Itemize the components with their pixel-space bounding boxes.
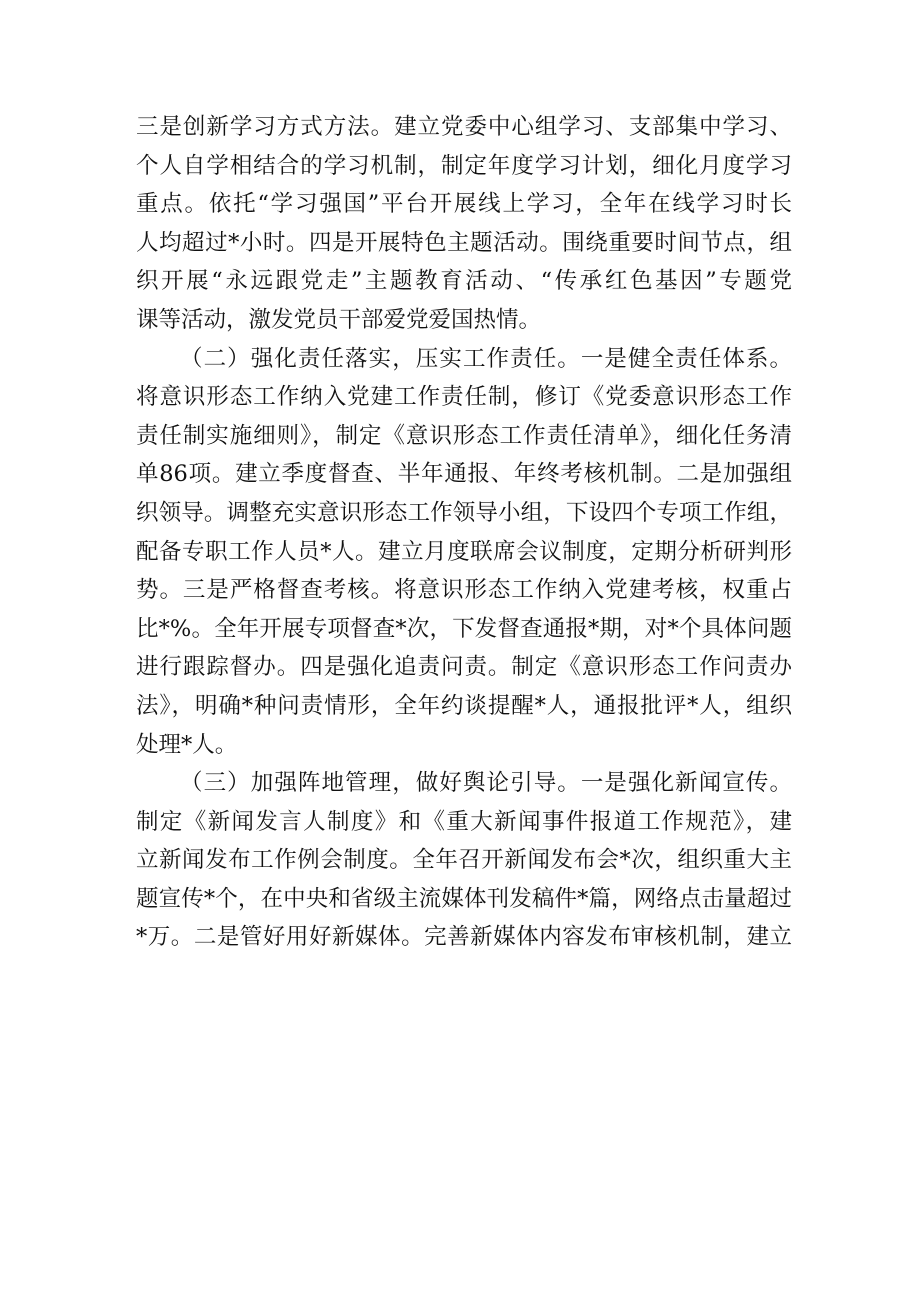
text-line: 将意识形态工作纳入党建工作责任制，修订《党委意识形态工作: [136, 384, 792, 411]
text-line: 题宣传*个，在中央和省级主流媒体刊发稿件*篇，网络点击量超过: [136, 885, 792, 912]
text-line: 重点。依托“学习强国”平台开展线上学习，全年在线学习时长: [136, 191, 792, 218]
text-line: *万。二是管好用好新媒体。完善新媒体内容发布审核机制，建立: [136, 924, 792, 951]
paragraph-2: [136, 340, 792, 765]
text-line: 课等活动，激发党员干部爱党爱国热情。: [136, 306, 542, 333]
text-line: 个人自学相结合的学习机制，制定年度学习计划，细化月度学习: [136, 152, 792, 179]
paragraph-3: [136, 764, 792, 957]
text-line: 人均超过*小时。四是开展特色主题活动。围绕重要时间节点，组: [136, 229, 792, 256]
text-line: （三）加强阵地管理，做好舆论引导。一是强化新闻宣传。: [180, 770, 792, 797]
text-line: 三是创新学习方式方法。建立党委中心组学习、支部集中学习、: [136, 114, 792, 140]
text-line: 势。三是严格督查考核。将意识形态工作纳入党建考核，权重占: [136, 577, 792, 604]
text-line: 立新闻发布工作例会制度。全年召开新闻发布会*次，组织重大主: [136, 847, 792, 874]
text-line: 法》，明确*种问责情形，全年约谈提醒*人，通报批评*人，组织: [136, 692, 792, 719]
text-line: 比*%。全年开展专项督查*次，下发督查通报*期，对*个具体问题: [136, 615, 792, 642]
text-line: 单86项。建立季度督查、半年通报、年终考核机制。二是加强组: [136, 461, 792, 488]
text-line: 织领导。调整充实意识形态工作领导小组，下设四个专项工作组，: [136, 499, 792, 526]
text-line: 处理*人。: [136, 731, 238, 758]
text-line: 配备专职工作人员*人。建立月度联席会议制度，定期分析研判形: [136, 538, 792, 565]
text-line: 进行跟踪督办。四是强化追责问责。制定《意识形态工作问责办: [136, 654, 792, 681]
paragraph-1: [136, 108, 792, 340]
document-page: [136, 108, 792, 957]
text-line: （二）强化责任落实，压实工作责任。一是健全责任体系。: [180, 345, 792, 372]
text-line: 责任制实施细则》，制定《意识形态工作责任清单》，细化任务清: [136, 422, 792, 449]
text-line: 制定《新闻发言人制度》和《重大新闻事件报道工作规范》，建: [136, 808, 792, 835]
text-line: 织开展“永远跟党走”主题教育活动、“传承红色基因”专题党: [136, 268, 792, 295]
